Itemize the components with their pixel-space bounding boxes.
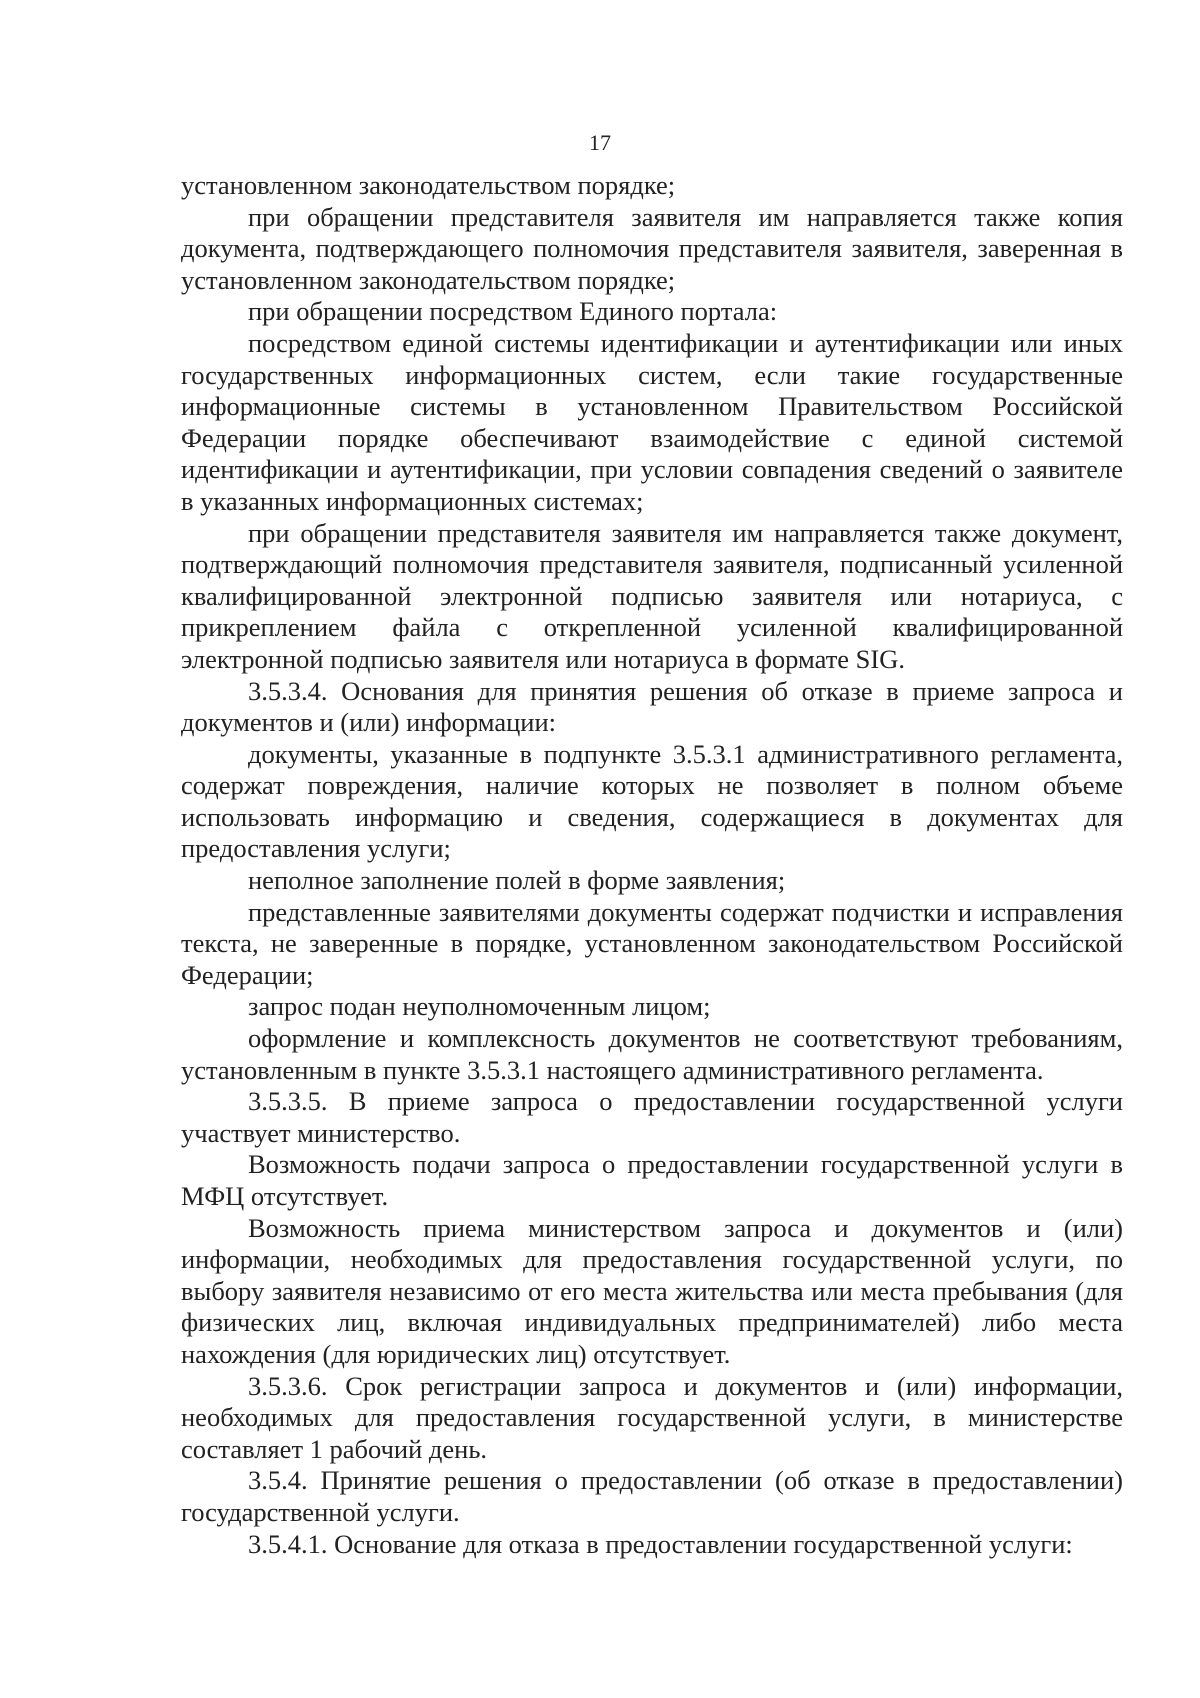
paragraph: неполное заполнение полей в форме заявления; bbox=[248, 865, 786, 896]
paragraph: представленные заявителями документы содержат подчистки и исправления текста, не заверенные в порядке, установленном законодательством Российской Федерации; bbox=[181, 896, 1123, 990]
paragraph: документы, указанные в подпункте 3.5.3.1 административного регламента, содержат повреждения, наличие которых не позволяет в полном объеме использовать информацию и сведения, содержащиеся в документах для предоставления услуги; bbox=[181, 738, 1123, 864]
paragraph: при обращении представителя заявителя им направляется также документ, подтверждающий полномочия представителя заявителя, подписанный усиленной квалифицированной электронной подписью заявителя или нотариуса, с прикреплением файла с открепленной усиленной квалифицированной электронной подписью заявителя или нотариуса в формате SIG. bbox=[181, 517, 1123, 674]
paragraph: 3.5.3.6. Срок регистрации запроса и документов и (или) информации, необходимых для предоставления государственной услуги, в министерстве составляет 1 рабочий день. bbox=[181, 1370, 1123, 1464]
paragraph: запрос подан неуполномоченным лицом; bbox=[248, 991, 711, 1022]
paragraph: 3.5.4. Принятие решения о предоставлении (об отказе в предоставлении) государственной услуги. bbox=[181, 1465, 1123, 1527]
paragraph: 3.5.4.1. Основание для отказа в предоставлении государственной услуги: bbox=[248, 1528, 1073, 1559]
paragraph: посредством единой системы идентификации и аутентификации или иных государственных информационных систем, если такие государственные информационные системы в установленном Правительством Российской Федерации порядке обеспечивают взаимодействие с единой системой идентификации и аутентификации, при условии совпадения сведений о заявителе в указанных информационных системах; bbox=[181, 327, 1123, 516]
document-body bbox=[181, 170, 1123, 1560]
paragraph: Возможность приема министерством запроса и документов и (или) информации, необходимых для предоставления государственной услуги, по выбору заявителя независимо от его места жительства или места пребывания (для физических лиц, включая индивидуальных предпринимателей) либо места нахождения (для юридических лиц) отсутствует. bbox=[181, 1212, 1123, 1369]
paragraph: 3.5.3.5. В приеме запроса о предоставлении государственной услуги участвует министерство. bbox=[181, 1086, 1123, 1148]
paragraph: Возможность подачи запроса о предоставлении государственной услуги в МФЦ отсутствует. bbox=[181, 1149, 1123, 1211]
paragraph: 3.5.3.4. Основания для принятия решения об отказе в приеме запроса и документов и (или) информации: bbox=[181, 675, 1123, 738]
paragraph: при обращении представителя заявителя им направляется также копия документа, подтверждающего полномочия представителя заявителя, заверенная в установленном законодательством порядке; bbox=[181, 201, 1123, 295]
paragraph: при обращении посредством Единого портала: bbox=[248, 296, 778, 327]
page-number: 17 bbox=[589, 130, 611, 155]
paragraph: установленном законодательством порядке; bbox=[181, 170, 676, 200]
paragraph: оформление и комплексность документов не соответствуют требованиям, установленным в пункте 3.5.3.1 настоящего административного регламента. bbox=[181, 1023, 1123, 1085]
